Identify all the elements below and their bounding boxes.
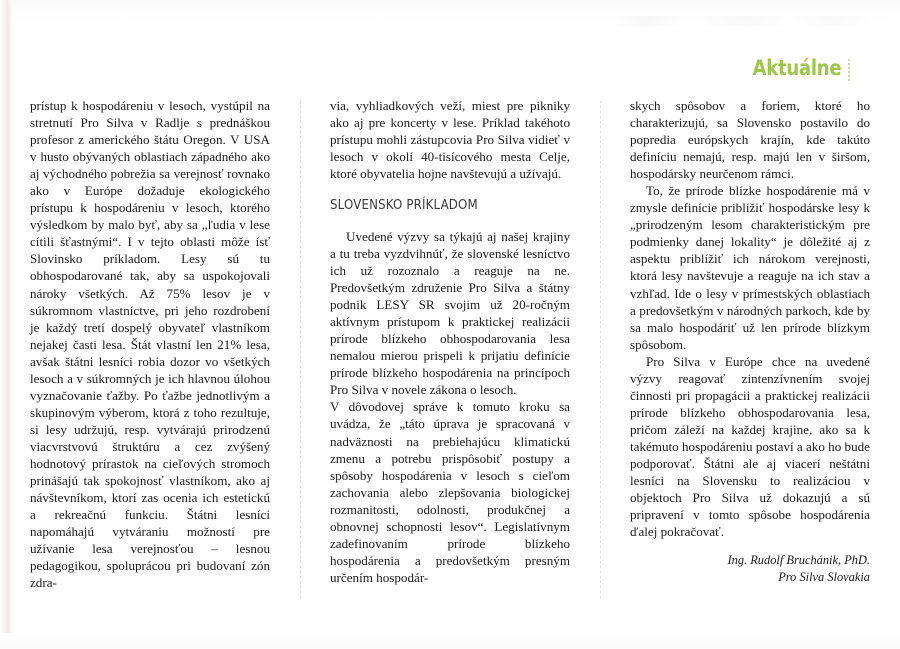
column3-paragraph-3: Pro Silva v Európe chce na uvedené výzvy reagovať zintenzívnením svojej činnosti pri propagácii a praktickej realizácii prírode blízkeho obhospodarovania lesa, pričom záleží na každej krajine, ako sa k takémuto hospodáreniu postaví a ako ho bude podporovať. Štátni ale aj viacerí neštátni lesníci na Slovensku to realizáciou v objektoch Pro Silva už dokazujú a sú pripravení v tomto spôsobe hospodárenia ďalej pokračovať. [630,353,870,540]
section-subheading: SLOVENSKO PRÍKLADOM [330,198,478,214]
column-1 [30,97,270,591]
column2-paragraph-1: via, vyhliadkových veží, miest pre pikniky ako aj pre koncerty v lese. Príklad takéhoto prístupu mohli zástupcovia Pro Silva vidieť v lesoch v okolí 40-tisícového mesta Celje, ktoré obyvatelia hojne navštevujú a užívajú. [330,98,570,182]
column-3 [630,97,870,591]
column1-paragraph-1: prístup k hospodáreniu v lesoch, vystúpil na stretnutí Pro Silva v Radlje s prednáškou profesor z amerického štátu Oregon. V USA v husto obývaných oblastiach západného ako aj východného pobrežia sa verejnosť rovnako ako v Európe dožaduje ekologického prístupu k hospodáreniu v lesoch, ktorého výsledkom by malo byť, aby sa „ľudia v lese cítili šťastnými“. I v tejto oblasti môže ísť Slovinsko príkladom. Lesy sú tu obhospodarované tak, aby sa uspokojovali nároky všetkých. Až 75% lesov je v súkromnom vlastníctve, pri jeho rozdrobení je každý tretí dospelý obyvateľ vlastníkom nejakej časti lesa. Štát vlastní len 21% lesa, avšak štátni lesníci robia dozor vo všetkých lesoch a v súkromných je ich hlavnou úlohou vyznačovanie ťažby. Po ťažbe jednotlivým a skupinovým výberom, ktorá z toho rezultuje, si lesy udržujú, resp. vytvárajú prirodzenú viacvrstvovú štruktúru a cez zvýšený hodnotový prírastok na cieľových stromoch prinášajú tak spokojnosť vlastníkom, ako aj návštevníkom, ktorí zas ocenia ich estetickú a rekreačnú funkciu. Štátni lesníci napomáhajú vytváraniu možností pre užívanie lesa verejnosťou – lesnou pedagogikou, spoluprácou pri budovaní zón zdra- [30,98,270,591]
scan-smudge [612,16,872,26]
scan-edge-left [0,0,14,649]
rubric-label: Aktuálne [752,56,841,80]
rubric-divider-rule [848,59,850,83]
article-columns [30,97,870,591]
running-head [738,58,850,83]
column-divider-1 [300,101,301,601]
column2-paragraph-3: V dôvodovej správe k tomuto kroku sa uvádza, že „táto úprava je spracovaná v nadväznosti na prebiehajúcu klimatickú zmenu a potrebu prispôsobiť postupy a spôsoby hospodárenia v lesoch s cieľom zachovania alebo zlepšovania biologickej rozmanitosti, odolnosti, produkčnej a obnovnej schopnosti lesov“. Legislatívnym zadefinovaním prírode blízkeho hospodárenia a predovšetkým presným určením hospodár- [330,399,570,585]
signature-organization: Pro Silva Slovakia [778,569,870,584]
column3-paragraph-1: skych spôsobov a foriem, ktoré ho charakterizujú, sa Slovensko postavilo do popredia európskych krajín, kde takúto definíciu nemajú, resp. majú len v širšom, hospodársky neurčenom rámci. [630,98,870,182]
column3-paragraph-2: To, že prírode blízke hospodárenie má v zmysle definície priblížiť hospodárske lesy k „prirodzeným lesom charakteristickým pre podmienky danej lokality“ je dôležité aj z aspektu priblížiť ich nárokom verejnosti, ktorá lesy navštevuje a reaguje na ich stav a vzhľad. Ide o lesy v prímestských oblastiach a predovšetkým v národných parkoch, kde by sa malo hospodáriť už len prírode blízkym spôsobom. [630,183,870,352]
article-signature [630,552,870,585]
scan-edge-top [0,0,900,22]
scan-edge-bottom [0,633,900,649]
column2-paragraph-2: Uvedené výzvy sa týkajú aj našej krajiny a tu treba vyzdvihnúť, že slovenské lesníctvo ich už rozoznalo a reaguje na ne. Predovšetkým združenie Pro Silva a štátny podnik LESY SR svojim už 20-ročným aktívnym prístupom k praktickej realizácii prírode blízkeho obhospodarovania lesa nemalou mierou prispeli k prijatiu definície prírode blízkeho hospodárenia na princípoch Pro Silva v novele zákona o lesoch. [330,228,570,398]
column-2 [330,97,570,591]
column-divider-2 [600,101,601,601]
signature-author-name: Ing. Rudolf Bruchánik, PhD. [727,553,870,568]
